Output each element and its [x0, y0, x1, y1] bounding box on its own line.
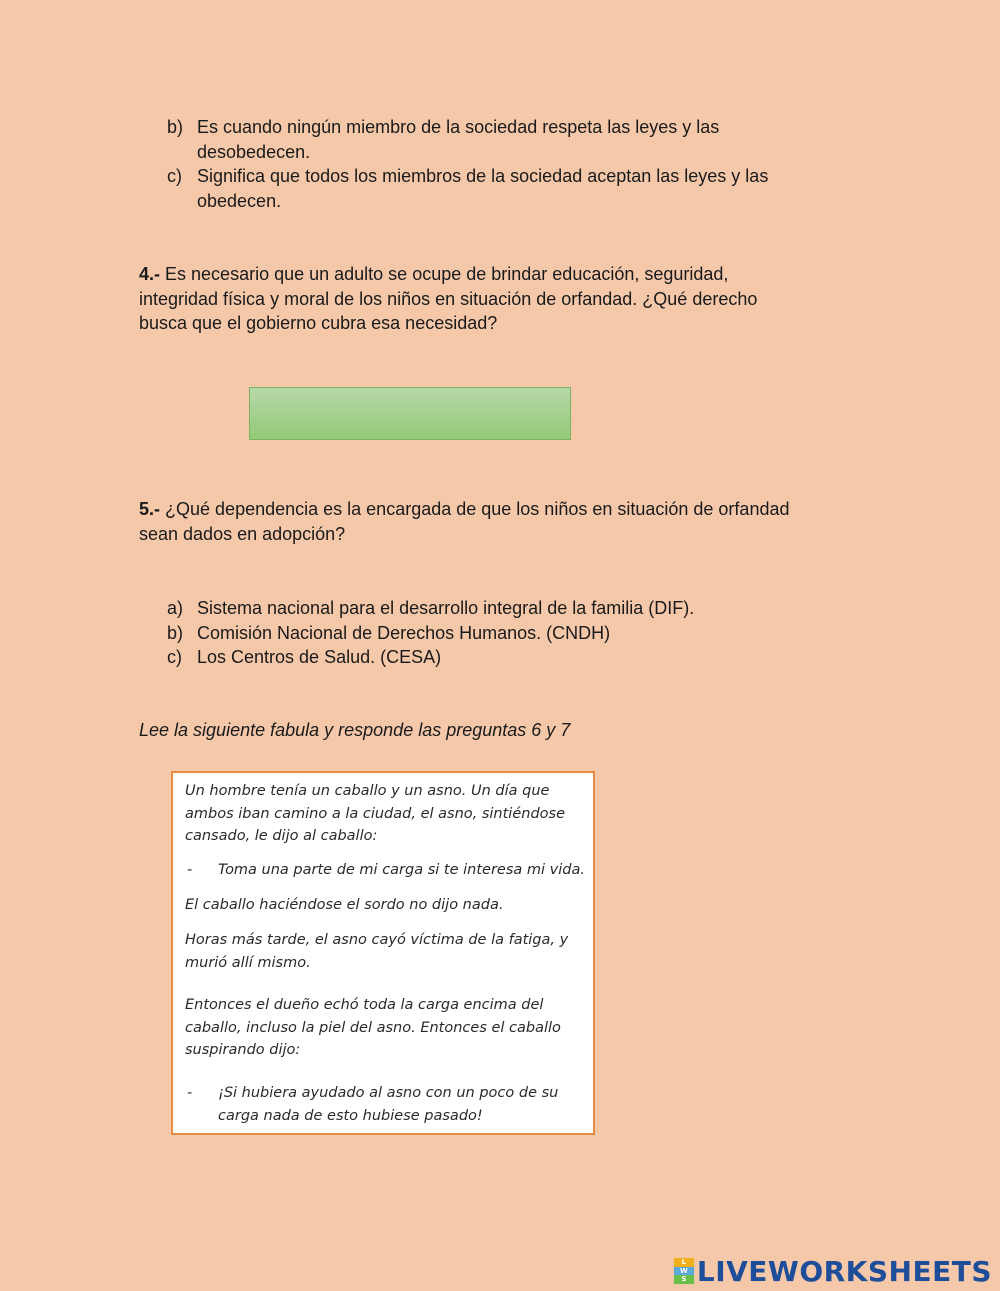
question-text-line: integridad física y moral de los niños en situación de orfandad. ¿Qué derecho — [139, 288, 758, 309]
q5-option-c[interactable] — [0, 645, 1000, 669]
logo-text: LIVEWORKSHEETS — [696, 1254, 992, 1288]
question-text-line: sean dados en adopción? — [139, 523, 346, 544]
option-letter: b) — [167, 117, 184, 137]
fable-line: ¡Si hubiera ayudado al asno con un poco de su — [218, 1085, 559, 1101]
logo-icon-letter: S — [674, 1275, 694, 1284]
option-letter: c) — [167, 166, 182, 186]
fable-line: caballo, incluso la piel del asno. Entonces el caballo — [185, 1019, 561, 1036]
dash-bullet: - — [187, 1085, 193, 1101]
dash-bullet: - — [187, 862, 193, 878]
q3-option-c — [0, 164, 1000, 214]
option-letter: c) — [167, 647, 182, 667]
fable-paragraph-1 — [185, 780, 565, 848]
question-text-line: busca que el gobierno cubra esa necesidad? — [139, 313, 498, 333]
fable-paragraph-3 — [185, 929, 568, 974]
question-4 — [139, 262, 757, 336]
option-letter: b) — [167, 623, 184, 643]
option-text-line: obedecen. — [197, 190, 282, 211]
question-text-line: ¿Qué dependencia es la encargada de que los niños en situación de orfandad — [165, 499, 790, 519]
question-text-line: Es necesario que un adulto se ocupe de brindar educación, seguridad, — [165, 264, 729, 284]
question-number: 5.- — [139, 499, 161, 519]
option-text-line: desobedecen. — [197, 141, 311, 162]
fable-dialogue-2 — [218, 1082, 558, 1127]
fable-line: ambos iban camino a la ciudad, el asno, sintiéndose — [185, 805, 565, 822]
fable-paragraph-2: El caballo haciéndose el sordo no dijo nada. — [185, 897, 504, 913]
fable-line: Entonces el dueño echó toda la carga encima del — [185, 997, 544, 1013]
fable-box — [171, 771, 595, 1135]
option-text-line: Significa que todos los miembros de la sociedad aceptan las leyes y las — [197, 166, 769, 186]
q3-option-b — [0, 115, 1000, 165]
fable-dialogue-1: Toma una parte de mi carga si te interesa mi vida. — [218, 862, 585, 878]
q5-option-a[interactable] — [0, 596, 1000, 620]
fable-line: murió allí mismo. — [185, 954, 311, 971]
fable-line: cansado, le dijo al caballo: — [185, 828, 378, 844]
question-5 — [139, 497, 790, 546]
option-text: Sistema nacional para el desarrollo integral de la familia (DIF). — [197, 598, 695, 618]
logo-icon-letter: W — [674, 1267, 694, 1276]
option-letter: a) — [167, 598, 184, 618]
liveworksheets-icon — [674, 1258, 694, 1284]
fable-line: suspirando dijo: — [185, 1042, 301, 1058]
fable-line: Un hombre tenía un caballo y un asno. Un día que — [185, 783, 550, 799]
option-text: Comisión Nacional de Derechos Humanos. (CNDH) — [197, 623, 611, 643]
question-number: 4.- — [139, 264, 161, 284]
fable-paragraph-4 — [185, 994, 561, 1062]
fable-line: Horas más tarde, el asno cayó víctima de la fatiga, y — [185, 932, 569, 948]
fable-line: carga nada de esto hubiese pasado! — [218, 1107, 483, 1124]
option-text: Los Centros de Salud. (CESA) — [197, 647, 442, 667]
liveworksheets-logo — [674, 1254, 992, 1288]
logo-icon-letter: L — [674, 1258, 694, 1267]
q5-option-b[interactable] — [0, 621, 1000, 645]
fable-instruction: Lee la siguiente fabula y responde las preguntas 6 y 7 — [139, 720, 571, 740]
option-text-line: Es cuando ningún miembro de la sociedad respeta las leyes y las — [197, 117, 720, 137]
answer-input-q4[interactable] — [249, 387, 571, 440]
